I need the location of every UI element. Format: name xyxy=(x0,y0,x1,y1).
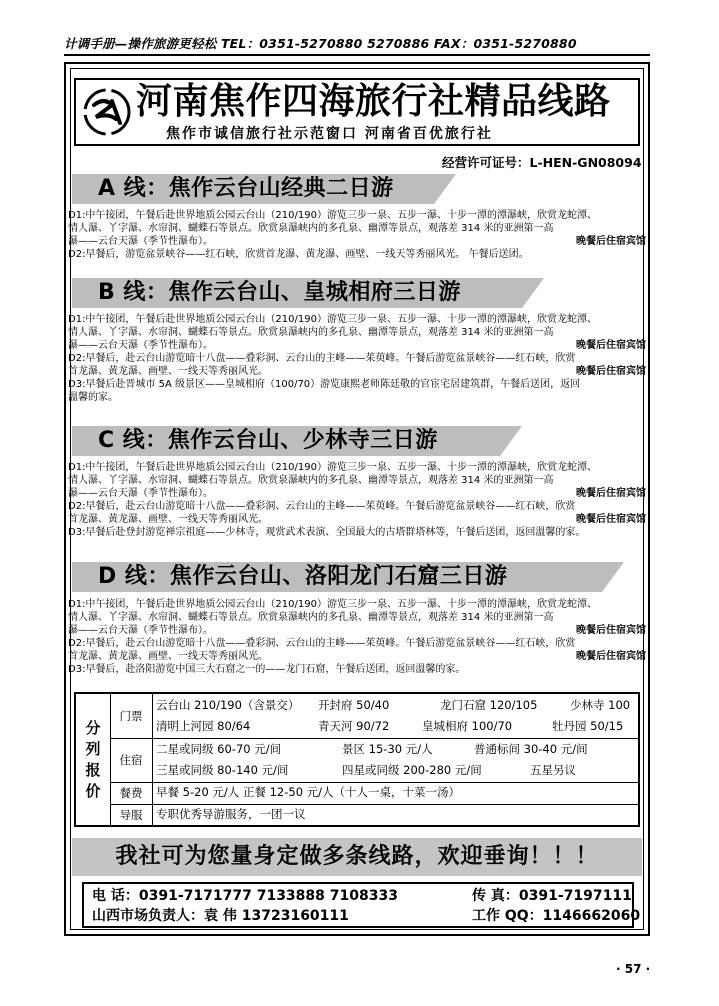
guide-service: 专职优秀导游服务，一团一议 xyxy=(156,807,306,821)
route-a-itinerary xyxy=(68,209,648,261)
banner-tail xyxy=(602,562,624,592)
page-title: 河南焦作四海旅行社精品线路 xyxy=(136,81,611,122)
meals-row xyxy=(110,782,638,805)
banner-tail xyxy=(434,174,456,204)
itinerary-line: 瀑——云台天瀑（季节性瀑布）。 晚餐后住宿宾馆 xyxy=(68,340,646,351)
guide-row xyxy=(110,804,638,825)
ticket-price: 云台山 210/190（含景交） xyxy=(156,698,300,712)
itinerary-line: D1:中午接团，午餐后赴世界地质公园云台山（210/190）游览三步一泉、五步一瀑、十步一潭的潭瀑峡，欣赏龙蛇潭、 xyxy=(68,462,597,473)
title-header xyxy=(74,78,640,146)
itinerary-line: D2:早餐后，赴云台山游览暗十八盘——叠彩洞、云台山的主峰——茱萸峰。午餐后游览盆景峡谷——红石峡，欣赏 xyxy=(68,353,576,364)
itinerary-line: 情人瀑、丫字瀑、水帘洞、蝴蝶石等景点。欣赏泉瀑峡内的多孔泉、幽潭等景点，观落差 314 米的亚洲第一高 xyxy=(68,327,554,338)
agency-logo-icon xyxy=(82,87,132,137)
page-subtitle: 焦作市诚信旅行社示范窗口 河南省百优旅行社 xyxy=(166,126,493,142)
lodging-note: 晚餐后住宿宾馆 xyxy=(576,236,646,247)
tickets-row xyxy=(110,694,638,739)
route-c-title: C 线：焦作云台山、少林寺三日游 xyxy=(98,428,438,453)
lodging-note: 晚餐后住宿宾馆 xyxy=(576,488,646,499)
lodging-price: 四星或同级 200-280 元/间 xyxy=(342,763,482,777)
contact-box xyxy=(82,882,641,928)
ticket-price: 青天河 90/72 xyxy=(318,719,390,733)
itinerary-line: D3:早餐后赴登封游览禅宗祖庭——少林寺，观赏武术表演、全国最大的古塔群塔林等，午餐后送团，返回溫馨的家。 xyxy=(68,527,586,538)
itinerary-line: 瀑——云台天瀑（季节性瀑布）。 晚餐后住宿宾馆 xyxy=(68,236,646,247)
top-contact-bar xyxy=(64,34,650,56)
route-d-banner xyxy=(72,562,602,592)
itinerary-line: 情人瀑、丫字瀑、水帘洞、蝴蝶石等景点。欣赏泉瀑峡内的多孔泉、幽潭等景点，观落差 314 米的亚洲第一高 xyxy=(68,223,554,234)
itinerary-line: 瀑——云台天瀑（季节性瀑布）。 晚餐后住宿宾馆 xyxy=(68,625,646,636)
lodging-note: 晚餐后住宿宾馆 xyxy=(576,625,646,636)
lodging-price: 三星或同级 80-140 元/间 xyxy=(156,763,289,777)
lodging-note: 晚餐后住宿宾馆 xyxy=(576,651,646,662)
lodging-price: 五星另议 xyxy=(530,763,576,777)
ticket-price: 牡丹园 50/15 xyxy=(552,719,624,733)
guide-label: 导服 xyxy=(110,804,153,825)
itinerary-line: 溫馨的家。 xyxy=(68,392,118,403)
pricing-side-label: 分 列 报 价 xyxy=(76,694,111,825)
route-b-title: B 线：焦作云台山、皇城相府三日游 xyxy=(98,280,461,305)
itinerary-line: 首龙瀑、黄龙瀑、画壁、一线天等秀丽风光。 晚餐后住宿宾馆 xyxy=(68,651,646,662)
itinerary-line: D2:早餐后，赴云台山游览暗十八盘——叠彩洞、云台山的主峰——茱萸峰。午餐后游览盆景峡谷——红石峡，欣赏 xyxy=(68,501,576,512)
slogan-banner: 我社可为您量身定做多条线路，欢迎垂询！！！ xyxy=(72,838,642,876)
route-b-banner xyxy=(72,278,522,308)
lodging-row xyxy=(110,738,638,783)
itinerary-line: D2:早餐后，赴云台山游览暗十八盘——叠彩洞、云台山的主峰——茱萸峰。午餐后游览盆景峡谷——红石峡，欣赏 xyxy=(68,638,576,649)
phone-numbers: 0391-7171777 7133888 7108333 xyxy=(138,888,398,904)
work-qq: 工作 QQ：1146662060 xyxy=(472,908,641,924)
pricing-table xyxy=(74,692,640,827)
market-manager: 山西市场负责人：袁 伟 13723160111 xyxy=(92,908,349,924)
lodging-price: 二星或同级 60-70 元/间 xyxy=(156,742,282,756)
ticket-price: 皇城相府 100/70 xyxy=(422,719,513,733)
meals-label: 餐费 xyxy=(110,782,153,804)
route-d-itinerary xyxy=(68,598,648,676)
lodging-price: 景区 15-30 元/人 xyxy=(342,742,433,756)
route-a-title: A 线：焦作云台山经典二日游 xyxy=(98,176,394,201)
itinerary-line: D1:中午接团，午餐后赴世界地质公园云台山（210/190）游览三步一泉、五步一瀑、十步一潭的潭瀑峡，欣赏龙蛇潭、 xyxy=(68,314,597,325)
fax-number: 传 真：0391-7197111 xyxy=(472,888,632,904)
itinerary-line: 首龙瀑、黄龙瀑、画壁、一线天等秀丽风光。 晚餐后住宿宾馆 xyxy=(68,366,646,377)
route-b-itinerary xyxy=(68,313,648,404)
lodging-note: 晚餐后住宿宾馆 xyxy=(576,514,646,525)
license-number: 经营许可证号：L-HEN-GN08094 xyxy=(442,155,642,170)
itinerary-line: 情人瀑、丫字瀑、水帘洞、蝴蝶石等景点。欣赏泉瀑峡内的多孔泉、幽潭等景点，观落差 314 米的亚洲第一高 xyxy=(68,475,554,486)
route-d-title: D 线：焦作云台山、洛阳龙门石窟三日游 xyxy=(98,564,508,589)
tickets-label: 门票 xyxy=(110,694,153,738)
itinerary-line: 情人瀑、丫字瀑、水帘洞、蝴蝶石等景点。欣赏泉瀑峡内的多孔泉、幽潭等景点，观落差 314 米的亚洲第一高 xyxy=(68,612,554,623)
top-contact-text: 计调手册—操作旅游更轻松 TEL：0351-5270880 5270886 FAX：0351-5270880 xyxy=(64,36,577,51)
route-c-itinerary xyxy=(68,461,648,539)
lodging-note: 晚餐后住宿宾馆 xyxy=(576,366,646,377)
page-number: · 57 · xyxy=(616,962,651,976)
route-a-banner xyxy=(72,174,434,204)
lodging-label: 住宿 xyxy=(110,738,153,782)
lodging-price: 普通标间 30-40 元/间 xyxy=(474,742,588,756)
ticket-price: 开封府 50/40 xyxy=(318,698,390,712)
itinerary-line: D1:中午接团，午餐后赴世界地质公园云台山（210/190）游览三步一泉、五步一瀑、十步一潭的潭瀑峡，欣赏龙蛇潭、 xyxy=(68,599,597,610)
route-c-banner xyxy=(72,426,500,456)
itinerary-line: D1:中午接团，午餐后赴世界地质公园云台山（210/190）游览三步一泉、五步一瀑、十步一潭的潭瀑峡，欣赏龙蛇潭、 xyxy=(68,210,597,221)
banner-tail xyxy=(500,426,522,456)
lodging-note: 晚餐后住宿宾馆 xyxy=(576,340,646,351)
ticket-price: 少林寺 100 xyxy=(570,698,631,712)
banner-tail xyxy=(522,278,544,308)
itinerary-line: 瀑——云台天瀑（季节性瀑布）。 晚餐后住宿宾馆 xyxy=(68,488,646,499)
ticket-price: 清明上河园 80/64 xyxy=(156,719,251,733)
phone-label: 电 话： xyxy=(92,888,139,904)
itinerary-line: D3:早餐后赴晋城市 5A 级景区——皇城相府（100/70）游览康熙老师陈廷敬的官宦宅居建筑群，午餐后送团，返回 xyxy=(68,379,581,390)
ticket-price: 龙门石窟 120/105 xyxy=(440,698,538,712)
itinerary-line: D3:早餐后，赴洛阳游览中国三大石窟之一的——龙门石窟，午餐后送团，返回溫馨的家。 xyxy=(68,664,466,675)
itinerary-line: 首龙瀑、黄龙瀑、画壁、一线天等秀丽风光。 晚餐后住宿宾馆 xyxy=(68,514,646,525)
meals-price: 早餐 5-20 元/人 正餐 12-50 元/人（十人一桌，十菜一汤） xyxy=(156,785,461,799)
itinerary-line: D2:早餐后，游览盆景峡谷——红石峡，欣赏首龙瀑、黄龙瀑、画壁、一线天等秀丽风光。 午餐后送团。 xyxy=(68,249,529,260)
